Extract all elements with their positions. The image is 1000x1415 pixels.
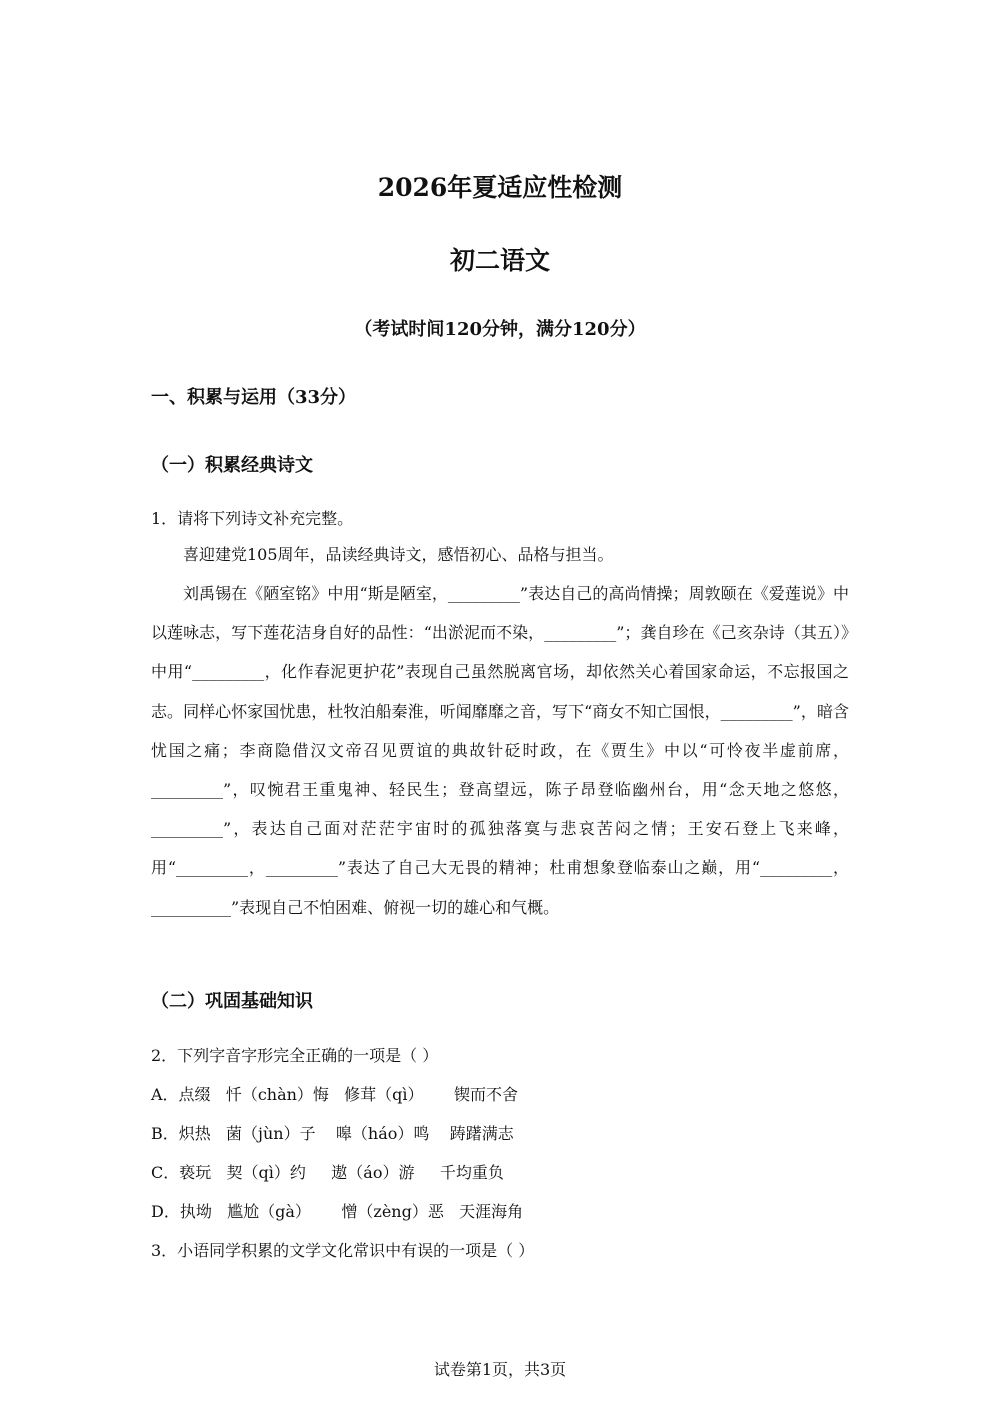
- question-2-prompt: 2．下列字音字形完全正确的一项是（ ）: [151, 1046, 439, 1065]
- question-2-option-d: D．执坳 尴尬（gà） 憎（zèng）恶 天涯海角: [151, 1202, 524, 1221]
- question-1-prompt: 1．请将下列诗文补充完整。: [151, 509, 354, 528]
- exam-title: 2026年夏适应性检测: [377, 173, 623, 202]
- question-1-passage: 刘禹锡在《陋室铭》中用“斯是陋室，_________”表达自己的高尚情操；周敦颐在《爱莲说》中以莲咏志，写下莲花洁身自好的品性：“出淤泥而不染，_________”；龚自珍在《己亥杂诗（其五）》中用“_________，化作春泥更护花”表现自己虽然脱离官场，却依然关心着国家命运，不忘报国之志。同样心怀家国忧患，杜牧泊船秦淮，听闻靡靡之音，写下“商女不知亡国恨，_________”，暗含忧国之痛；李商隐借汉文帝召见贾谊的典故针砭时政，在《贾生》中以“可怜夜半虚前席，_________”，叹惋君王重鬼神、轻民生；登高望远，陈子昂登临幽州台，用“念天地之悠悠，_________”，表达自己面对茫茫宇宙时的孤独落寞与悲哀苦闷之情；王安石登上飞来峰，用“_________，_________”表达了自己大无畏的精神；杜甫想象登临泰山之巅，用“_________，__________”表现自己不怕困难、俯视一切的雄心和气概。: [151, 584, 849, 917]
- question-1-intro: 喜迎建党105周年，品读经典诗文，感悟初心、品格与担当。: [183, 545, 614, 564]
- question-3-prompt: 3．小语同学积累的文学文化常识中有误的一项是（ ）: [151, 1241, 535, 1260]
- part-two-heading: （二）巩固基础知识: [151, 991, 313, 1012]
- question-2-option-a: A．点缀 忏（chàn）悔 修茸（qì） 锲而不舍: [151, 1085, 519, 1104]
- page-footer: 试卷第1页，共3页: [433, 1360, 567, 1379]
- part-one-heading: （一）积累经典诗文: [151, 455, 313, 476]
- exam-info: （考试时间120分钟，满分120分）: [354, 319, 646, 340]
- section-one-heading: 一、积累与运用（33分）: [151, 387, 357, 408]
- question-2-option-c: C．亵玩 契（qì）约 遨（áo）游 千均重负: [151, 1163, 504, 1182]
- question-2-option-b: B．炽热 菌（jùn）子 嗥（háo）鸣 踌躇满志: [151, 1124, 514, 1143]
- subject-title: 初二语文: [449, 246, 550, 275]
